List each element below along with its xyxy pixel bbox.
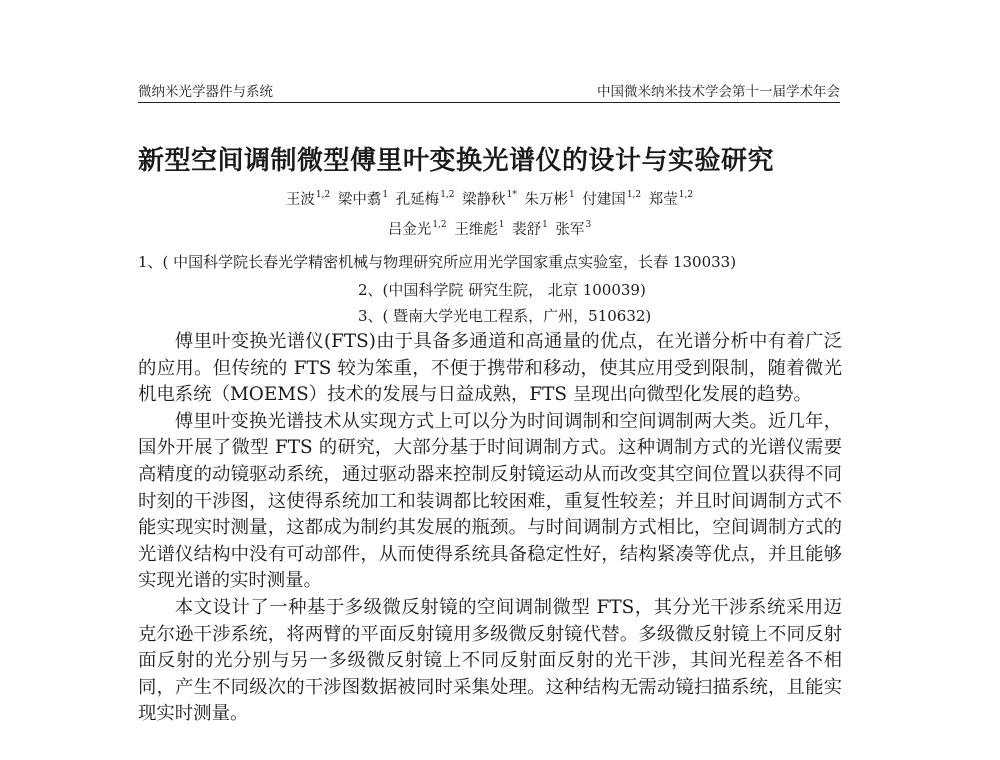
author — [286, 188, 330, 209]
running-header — [138, 78, 840, 103]
author — [512, 218, 548, 239]
author-name: 梁中翥 — [337, 192, 382, 208]
author-affiliation-mark: 1,2 — [440, 190, 455, 200]
paragraph-intro: 傅里叶变换光谱仪(FTS)由于具备多通道和高通量的优点，在光谱分析中有着广泛的应用。但传统的 FTS 较为笨重，不便于携带和移动，使其应用受到限制，随着微光机电系统（MOEMS）技术的发展与日益成熟，FTS 呈现出向微型化发展的趋势。 — [138, 331, 842, 406]
author-affiliation-mark: 1* — [506, 190, 517, 200]
paragraph-method: 本文设计了一种基于多级微反射镜的空间调制微型 FTS，其分光干涉系统采用迈克尔逊干涉系统，将两臂的平面反射镜用多级微反射镜代替。多级微反射镜上不同反射面反射的光分别与另一多级微反射镜上不同反射面反射的光干涉，其间光程差各不相同，产生不同级次的干涉图数据被同时采集处理。这种结构无需动镜扫描系统，且能实现实时测量。 — [138, 596, 842, 725]
author-name: 张军 — [555, 222, 585, 238]
affiliation-1: 1、( 中国科学院长春光学精密机械与物理研究所应用光学国家重点实验室，长春 130033) — [138, 253, 737, 271]
affiliation-3: 3、( 暨南大学光电工程系，广州，510632) — [358, 307, 652, 325]
author-affiliation-mark: 1 — [542, 220, 548, 230]
header-section-name: 微纳米光学器件与系统 — [138, 84, 273, 100]
author — [524, 188, 574, 209]
author-name: 梁静秋 — [462, 192, 506, 208]
author-name: 吕金光 — [387, 222, 432, 238]
author-affiliation-mark: 1,2 — [315, 190, 331, 200]
author-list-line-1 — [140, 188, 842, 209]
author-affiliation-mark: 1 — [568, 190, 575, 200]
author-affiliation-mark: 1 — [382, 190, 389, 200]
paragraph-background: 傅里叶变换光谱技术从实现方式上可以分为时间调制和空间调制两大类。近几年，国外开展了微型 FTS 的研究，大部分基于时间调制方式。这种调制方式的光谱仪需要高精度的动镜驱动系统，通过驱动器来控制反射镜运动从而改变其空间位置以获得不同时刻的干涉图，这使得系统加工和装调都比较困难，重复性较差；并且时间调制方式不能实现实时测量，这都成为制约其发展的瓶颈。与时间调制方式相比，空间调制方式的光谱仪结构中没有可动部件，从而使得系统具备稳定性好，结构紧凑等优点，并且能够实现光谱的实时测量。 — [138, 410, 842, 592]
author-name: 王维彪 — [454, 222, 498, 238]
author — [649, 188, 693, 209]
author-name: 郑莹 — [648, 192, 678, 208]
author — [582, 188, 641, 209]
body-text — [138, 329, 842, 728]
author — [462, 188, 517, 209]
author-affiliation-mark: 1,2 — [626, 190, 642, 200]
affiliation-2: 2、(中国科学院 研究生院， 北京 100039) — [358, 281, 646, 299]
author — [388, 218, 447, 239]
author-name: 王波 — [285, 192, 315, 208]
author-name: 裴舒 — [512, 222, 542, 238]
author-name: 朱万彬 — [524, 192, 568, 208]
paper-title: 新型空间调制微型傅里叶变换光谱仪的设计与实验研究 — [138, 146, 775, 176]
author — [338, 188, 388, 209]
author-affiliation-mark: 1,2 — [678, 190, 694, 200]
author-affiliation-mark: 1 — [498, 220, 505, 230]
author — [396, 188, 455, 209]
author — [555, 218, 591, 239]
author — [454, 218, 504, 239]
author-affiliation-mark: 1,2 — [432, 220, 447, 230]
author-affiliation-mark: 3 — [585, 220, 592, 230]
author-name: 孔延梅 — [395, 192, 440, 208]
author-name: 付建国 — [582, 192, 626, 208]
author-list-line-2 — [140, 218, 842, 239]
header-conference-name: 中国微米纳米技术学会第十一届学术年会 — [597, 84, 840, 100]
